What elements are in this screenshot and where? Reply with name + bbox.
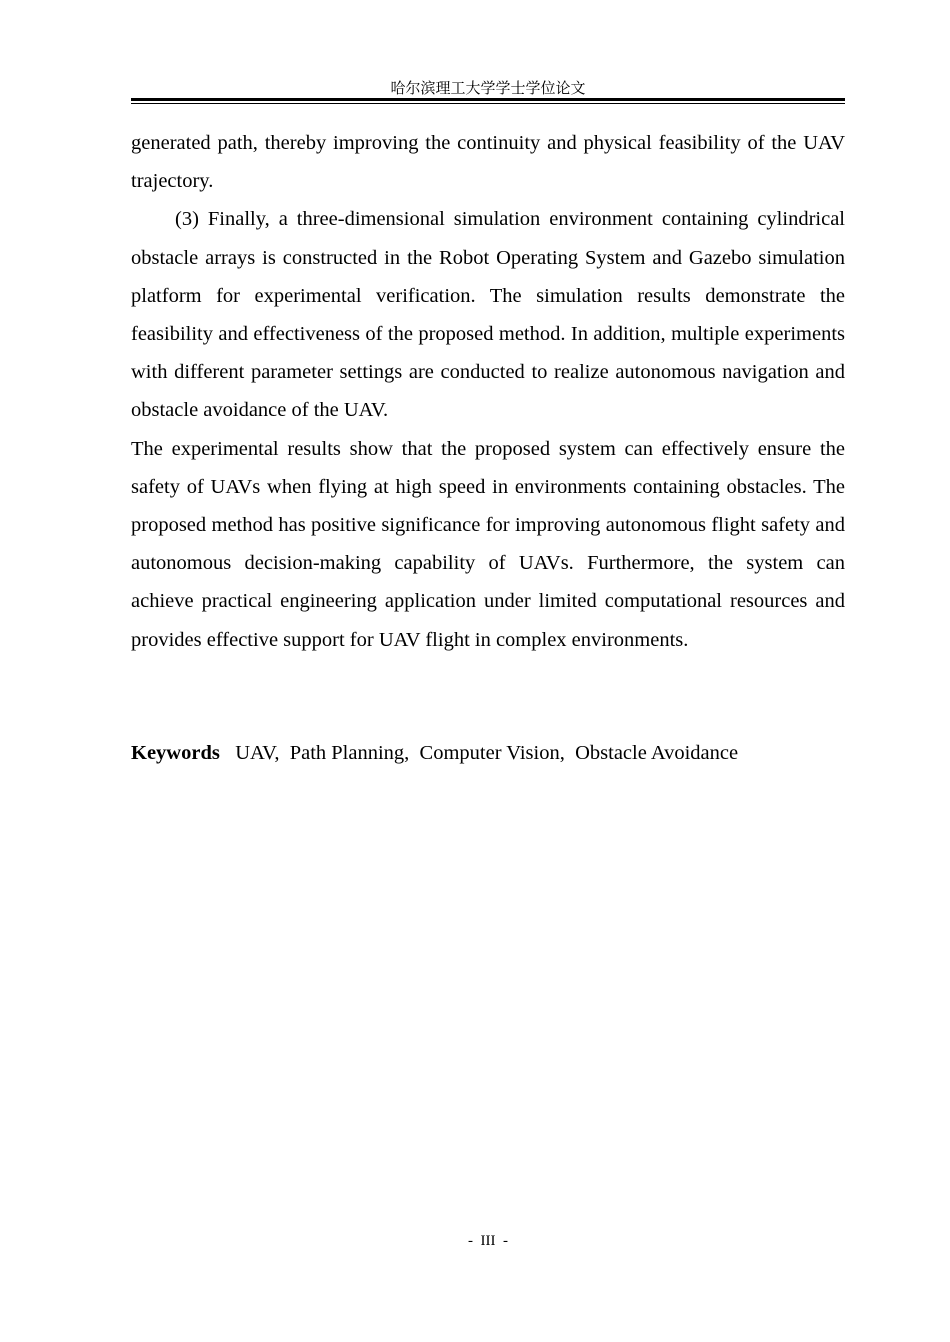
header-rule-thick [131,98,845,101]
abstract-body [131,124,845,659]
keywords-label: Keywords [131,742,220,764]
paragraph-results: The experimental results show that the proposed system can effectively ensure the safety of UAVs when flying at high speed in environments containing obstacles. The proposed method has positive significance for improving autonomous flight safety and autonomous decision-making capability of UAVs. Furthermore, the system can achieve practical engineering application under limited computational resources and provides effective support for UAV flight in complex environments. [131,437,845,651]
header-rule-thin [131,103,845,104]
running-header: 哈尔滨理工大学学士学位论文 [390,79,586,97]
keywords-text: UAV, Path Planning, Computer Vision, Obstacle Avoidance [235,742,739,764]
paragraph-continuation: generated path, thereby improving the continuity and physical feasibility of the UAV trajectory. [131,132,845,193]
paragraph-finally: (3) Finally, a three-dimensional simulation environment containing cylindrical obstacle arrays is constructed in the Robot Operating System and Gazebo simulation platform for experimental verification. The simulation results demonstrate the feasibility and effectiveness of the proposed method. In addition, multiple experiments with different parameter settings are conducted to realize autonomous navigation and obstacle avoidance of the UAV. [131,208,845,422]
page-number: - III - [468,1233,508,1249]
keywords-line [131,734,845,772]
